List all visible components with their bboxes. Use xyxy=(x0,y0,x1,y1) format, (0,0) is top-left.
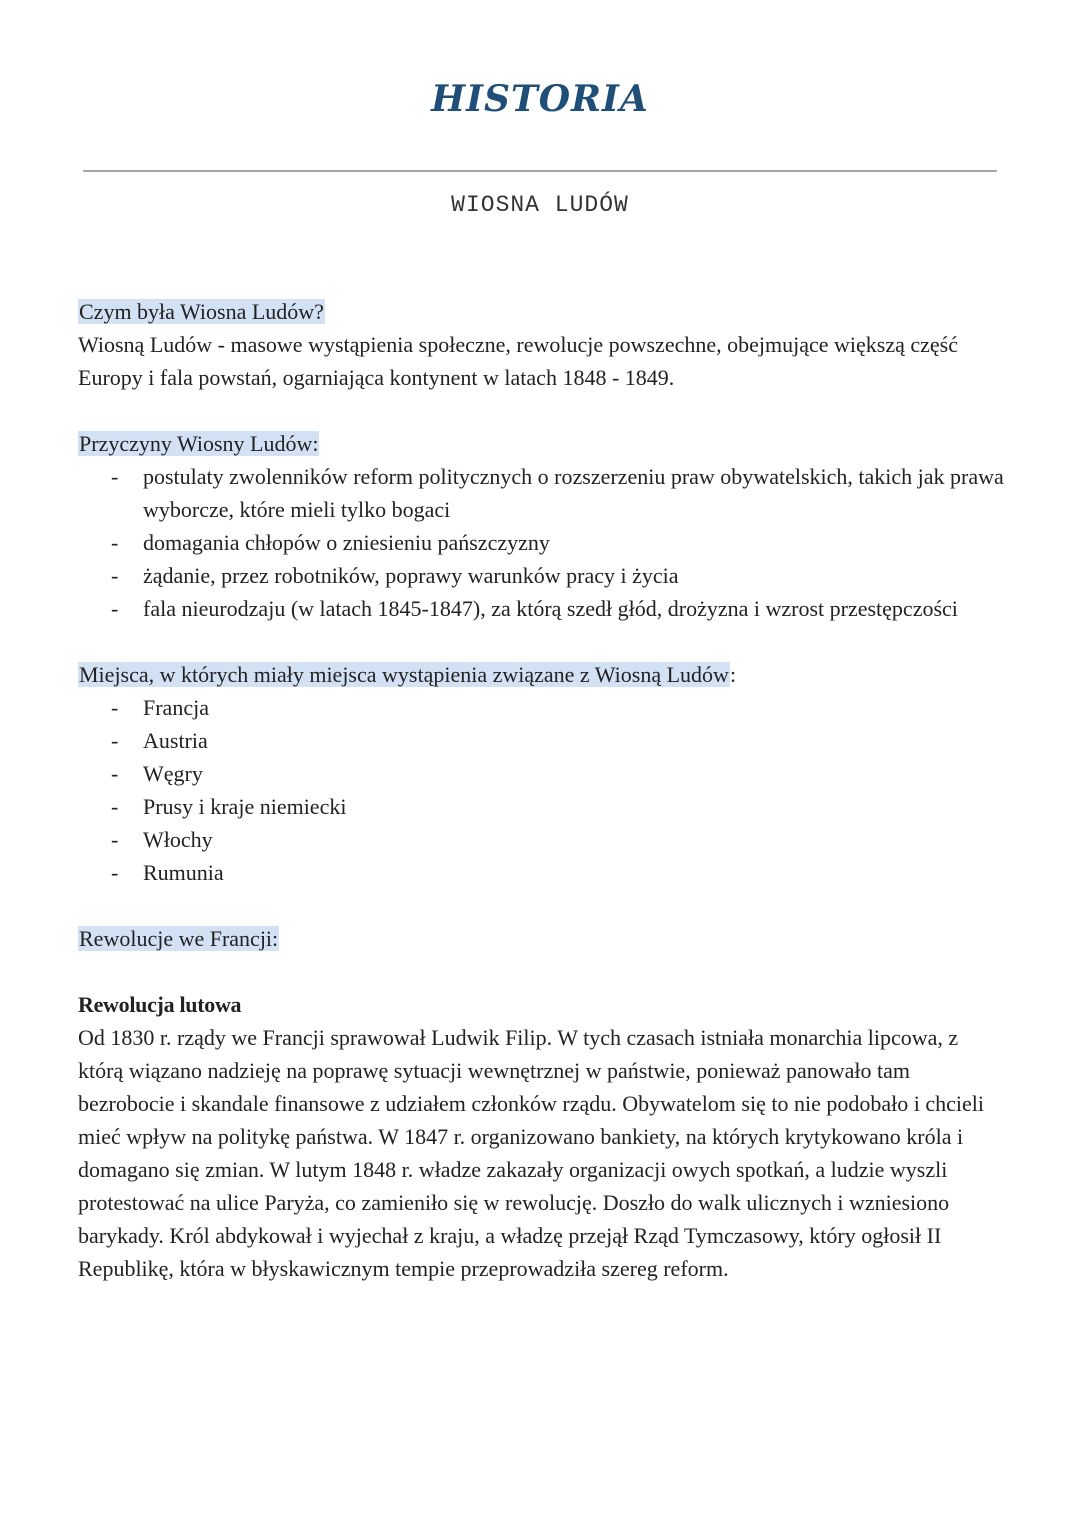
document-title: HISTORIA xyxy=(431,78,649,120)
places-heading xyxy=(78,658,1008,691)
causes-list xyxy=(78,460,1008,625)
intro-question-highlight: Czym była Wiosna Ludów? xyxy=(79,299,324,324)
places-heading-colon: : xyxy=(729,662,737,687)
list-item: - Węgry xyxy=(143,757,1008,790)
intro-answer: Wiosną Ludów - masowe wystąpienia społeczne, rewolucje powszechne, obejmujące większą część Europy i fala powstań, ogarniająca kontynent w latach 1848 - 1849. xyxy=(78,332,958,390)
document-subtitle: WIOSNA LUDÓW xyxy=(451,192,629,218)
list-item: - Austria xyxy=(143,724,1008,757)
france-heading xyxy=(78,922,1008,955)
february-revolution-body: Od 1830 r. rządy we Francji sprawował Ludwik Filip. W tych czasach istniała monarchia lipcowa, z którą wiązano nadzieję na poprawę sytuacji wewnętrznej w państwie, ponieważ panowało tam bezrobocie i skandale finansowe z udziałem członków rządu. Obywatelom się to nie podobało i chcieli mieć wpływ na politykę państwa. W 1847 r. organizowano bankiety, na których krytykowano króla i domagano się zmian. W lutym 1848 r. władze zakazały organizacji owych spotkań, a ludzie wyszli protestować na ulice Paryża, co zamieniło się w rewolucję. Doszło do walk ulicznych i wzniesiono barykady. Król abdykował i wyjechał z kraju, a władzę przejął Rząd Tymczasowy, który ogłosił II Republikę, która w błyskawicznym tempie przeprowadziła szereg reform. xyxy=(78,1025,984,1281)
list-item: - postulaty zwolenników reform politycznych o rozszerzeniu praw obywatelskich, takich jak prawa wyborcze, które mieli tylko bogaci xyxy=(143,460,1008,526)
list-item: - fala nieurodzaju (w latach 1845-1847), za którą szedł głód, drożyzna i wzrost przestępczości xyxy=(143,592,1008,625)
document-body xyxy=(78,295,1008,1285)
list-item: - Prusy i kraje niemiecki xyxy=(143,790,1008,823)
list-item: - Rumunia xyxy=(143,856,1008,889)
places-list xyxy=(78,691,1008,889)
list-item: - Włochy xyxy=(143,823,1008,856)
causes-heading-highlight: Przyczyny Wiosny Ludów: xyxy=(79,431,319,456)
list-item: - żądanie, przez robotników, poprawy warunków pracy i życia xyxy=(143,559,1008,592)
list-item: - domagania chłopów o zniesieniu pańszczyzny xyxy=(143,526,1008,559)
horizontal-divider xyxy=(83,170,997,172)
causes-heading xyxy=(78,427,1008,460)
february-revolution-heading: Rewolucja lutowa xyxy=(78,992,242,1017)
places-heading-highlight: Miejsca, w których miały miejsca wystąpienia związane z Wiosną Ludów xyxy=(79,662,729,687)
france-heading-highlight: Rewolucje we Francji: xyxy=(79,926,279,951)
list-item: - Francja xyxy=(143,691,1008,724)
intro-question xyxy=(78,295,1008,328)
